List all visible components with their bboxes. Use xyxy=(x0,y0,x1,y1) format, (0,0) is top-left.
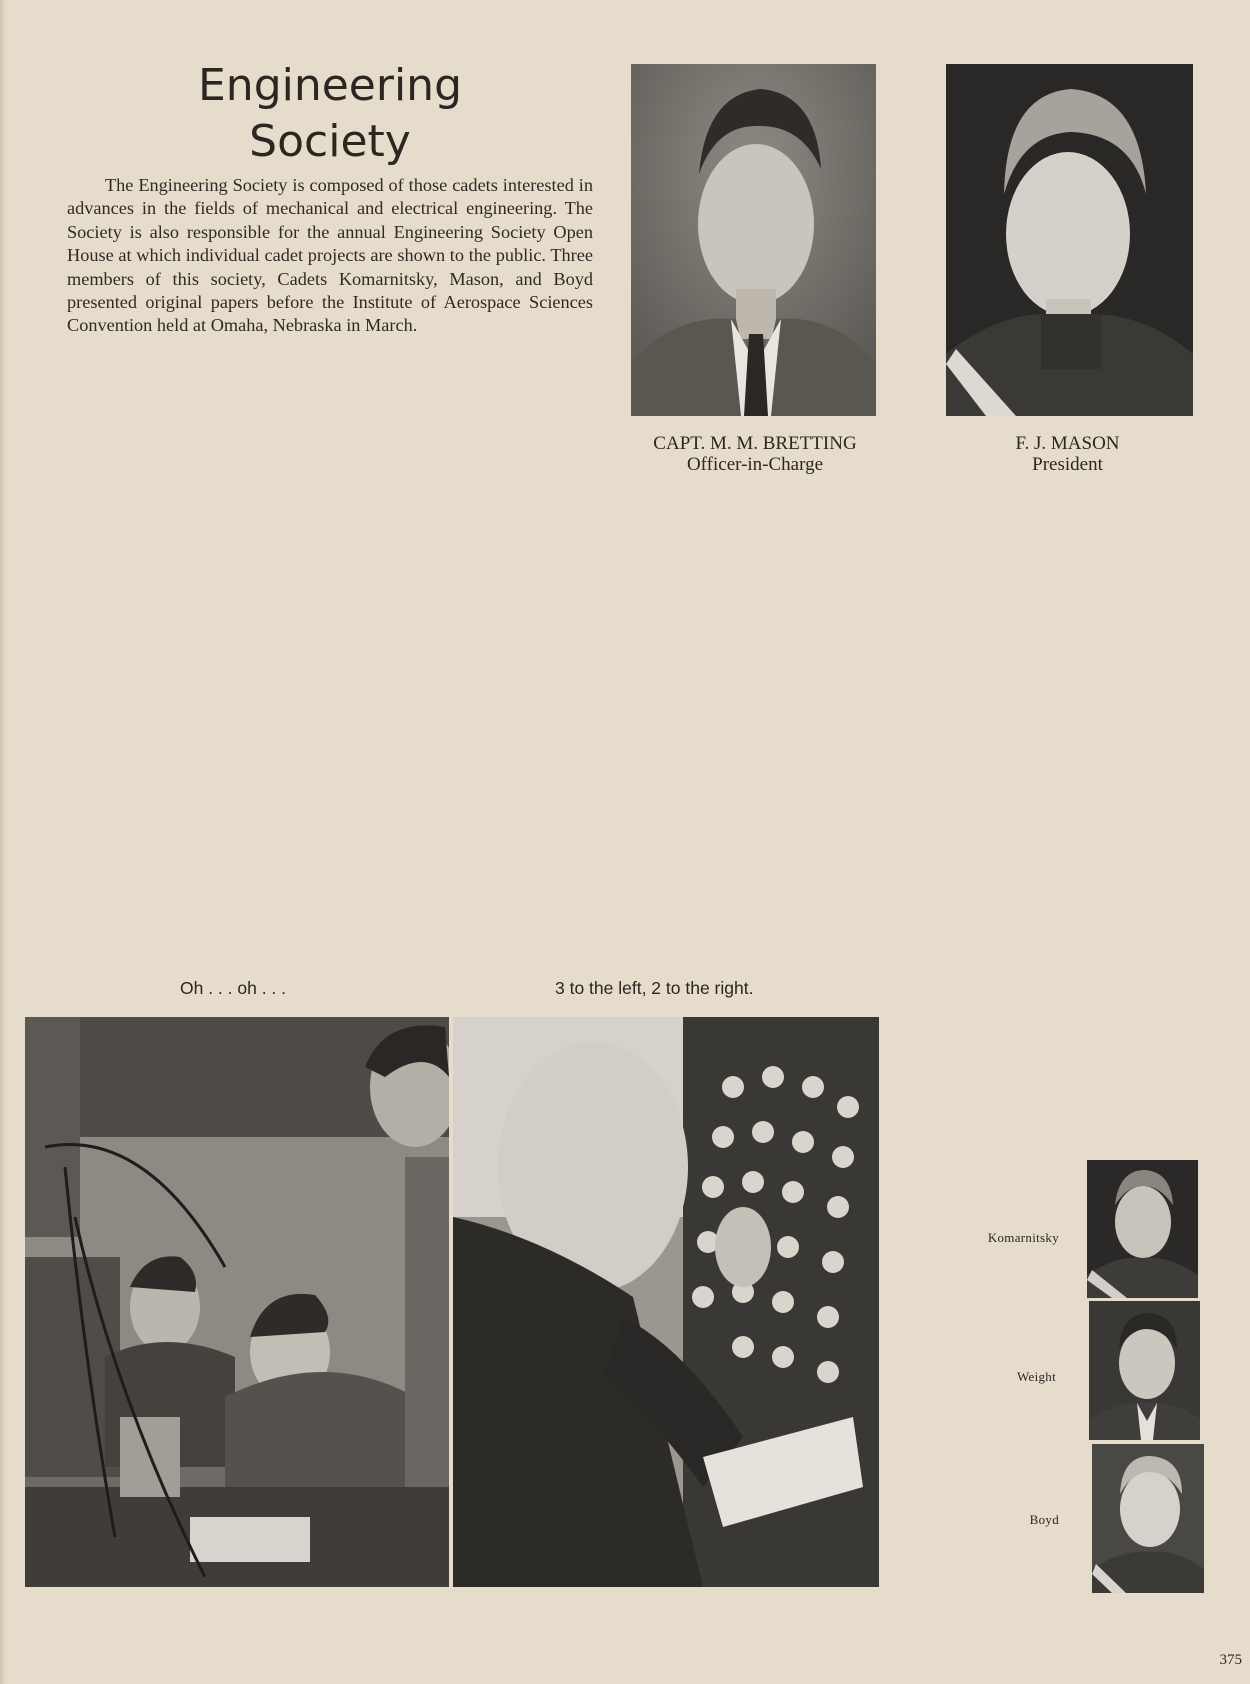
officer-portrait-bretting xyxy=(631,64,876,416)
candid-photo-control-panel xyxy=(453,1017,879,1587)
officer-portrait-mason xyxy=(946,64,1193,416)
page-title xyxy=(150,58,510,170)
officer-role-2: President xyxy=(1032,454,1103,475)
title-line-2: Society xyxy=(249,116,411,167)
member-name-2: Weight xyxy=(1016,1369,1056,1384)
member-portrait-weight xyxy=(1089,1301,1200,1440)
candid-caption-1: Oh . . . oh . . . xyxy=(180,978,287,998)
page-binding-edge xyxy=(0,0,6,1684)
officer-name-1: CAPT. M. M. BRETTING xyxy=(653,433,857,454)
member-name-1: Komarnitsky xyxy=(987,1230,1059,1245)
candid-photo-lab-bench xyxy=(25,1017,449,1587)
member-portrait-boyd xyxy=(1092,1444,1204,1593)
member-portrait-komarnitsky xyxy=(1087,1160,1198,1298)
page-number: 375 xyxy=(1219,1652,1242,1668)
intro-paragraph: The Engineering Society is composed of those cadets interested in advances in the fields of mechanical and electrical engineering. The Society is also responsible for the annual Engineering Society Open House at which individual cadet projects are shown to the public. Three members of this society, Cadets Komarnitsky, Mason, and Boyd presented original papers before the Institute of Aerospace Sciences Convention held at Omaha, Nebraska in March. xyxy=(67,175,593,336)
officer-name-2: F. J. MASON xyxy=(1015,433,1120,454)
candid-caption-2: 3 to the left, 2 to the right. xyxy=(555,978,754,998)
member-name-3: Boyd xyxy=(1029,1512,1059,1527)
title-line-1: Engineering xyxy=(198,60,462,111)
officer-role-1: Officer-in-Charge xyxy=(686,454,824,475)
